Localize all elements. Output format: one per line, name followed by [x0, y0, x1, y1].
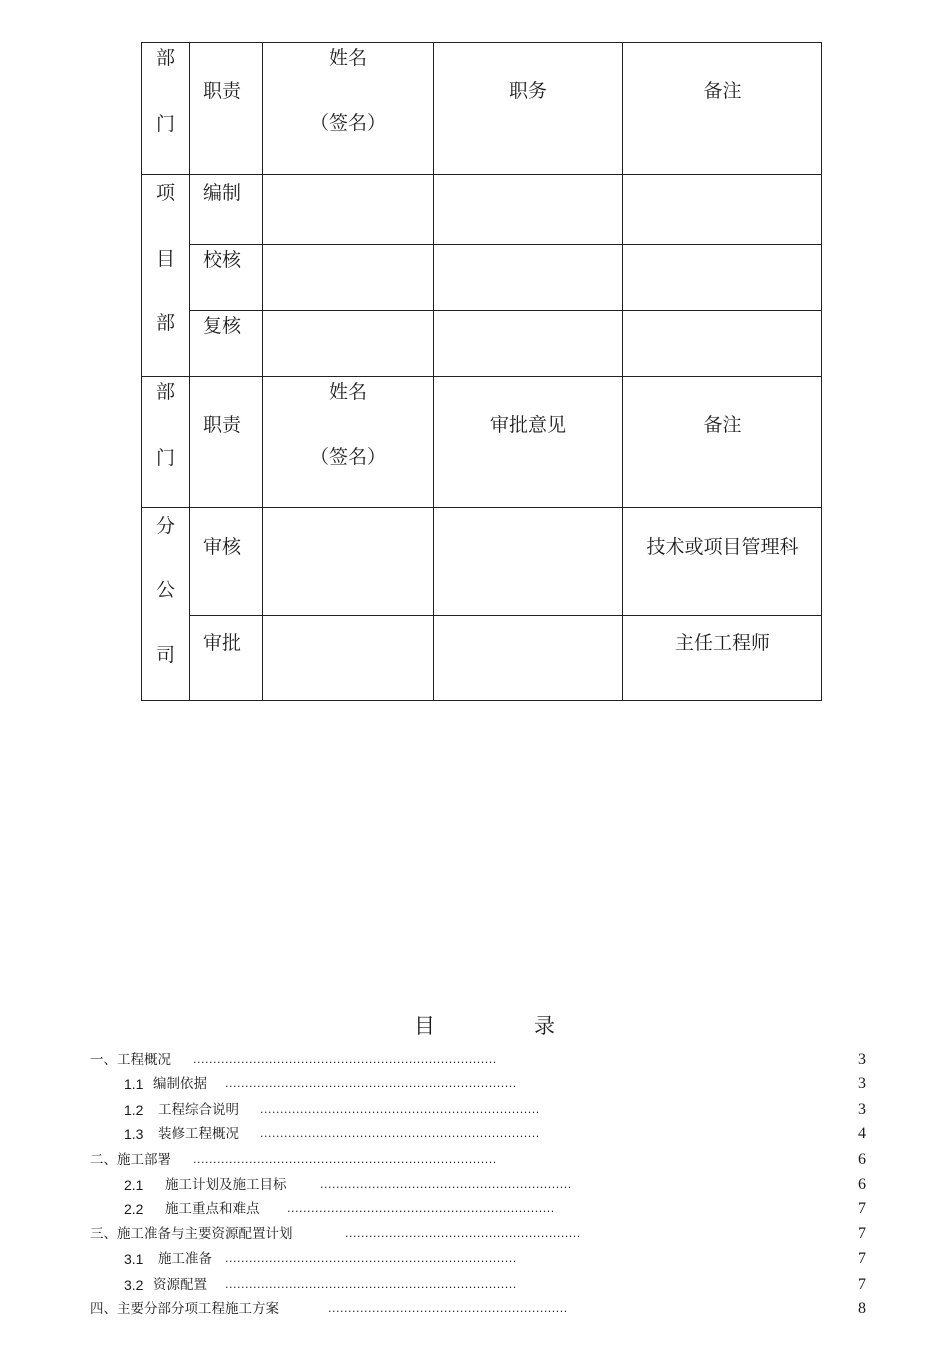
toc-entry-title: 施工计划及施工目标	[165, 1177, 287, 1193]
toc-entry-title: 资源配置	[153, 1277, 207, 1293]
toc-entry-number: 2.1	[124, 1177, 144, 1193]
toc-entry-title: 施工重点和难点	[165, 1201, 260, 1217]
toc-title	[0, 1010, 950, 1040]
dept-char: 门	[155, 113, 175, 135]
duty-review: 审核	[203, 536, 242, 558]
toc-entry-title: 四、主要分部分项工程施工方案	[90, 1301, 279, 1317]
toc-title-right: 录	[534, 1014, 555, 1038]
approval-table	[141, 42, 822, 701]
toc-page-number: 3	[858, 1051, 866, 1068]
position-field[interactable]	[434, 311, 623, 377]
dept-char: 门	[155, 447, 175, 469]
toc-entry[interactable]	[0, 1299, 950, 1319]
duty-cell	[190, 311, 263, 377]
duty-recheck: 复核	[203, 315, 242, 337]
toc-entry-number: 3.1	[124, 1251, 144, 1267]
branch-char: 分	[155, 515, 175, 537]
duty-cell	[190, 175, 263, 245]
remark-header-cell	[623, 377, 822, 508]
toc-entry[interactable]	[0, 1124, 950, 1144]
remark-chief-engineer: 主任工程师	[674, 632, 770, 654]
dept-header-cell	[142, 377, 190, 508]
branch-char: 公	[155, 579, 175, 601]
duty-cell	[190, 245, 263, 311]
remark-field[interactable]	[623, 311, 822, 377]
toc-entry[interactable]	[0, 1249, 950, 1269]
dept-char: 部	[155, 381, 175, 403]
toc-leader: ...................................................................	[287, 1202, 555, 1215]
toc-entry-number: 1.3	[124, 1126, 144, 1142]
project-dept-cell	[142, 175, 190, 377]
branch-char: 司	[155, 644, 175, 666]
duty-header: 职责	[203, 414, 242, 436]
toc-entry[interactable]	[0, 1150, 950, 1170]
duty-compile: 编制	[203, 182, 242, 204]
toc-entry-title: 二、施工部署	[90, 1152, 171, 1168]
toc-page-number: 6	[858, 1176, 866, 1193]
toc-page-number: 3	[858, 1075, 866, 1092]
toc-entry-number: 1.2	[124, 1102, 144, 1118]
toc-entry-title: 编制依据	[153, 1076, 207, 1092]
dept-header-cell	[142, 43, 190, 175]
toc-entry[interactable]	[0, 1199, 950, 1219]
name-field[interactable]	[263, 508, 434, 616]
toc-page-number: 3	[858, 1101, 866, 1118]
toc-leader: ...............................................................	[320, 1178, 572, 1191]
opinion-field[interactable]	[434, 616, 623, 701]
toc-leader: ............................................................................	[193, 1053, 497, 1066]
duty-header-cell	[190, 43, 263, 175]
toc-entry[interactable]	[0, 1175, 950, 1195]
toc-page-number: 7	[858, 1250, 866, 1267]
toc-entry[interactable]	[0, 1224, 950, 1244]
position-header-cell	[434, 43, 623, 175]
dept-char: 部	[155, 47, 175, 69]
remark-header: 备注	[703, 414, 742, 436]
toc-entry-number: 2.2	[124, 1201, 144, 1217]
duty-header: 职责	[203, 80, 242, 102]
toc-leader: ......................................................................	[260, 1103, 540, 1116]
toc-entry-title: 施工准备	[158, 1251, 212, 1267]
position-field[interactable]	[434, 175, 623, 245]
remark-tech-dept: 技术或项目管理科	[646, 536, 799, 558]
toc-page-number: 7	[858, 1276, 866, 1293]
project-dept-char: 部	[155, 312, 175, 334]
project-dept-char: 目	[155, 248, 175, 270]
duty-cell	[190, 508, 263, 616]
name-field[interactable]	[263, 311, 434, 377]
toc-entry-number: 1.1	[124, 1076, 144, 1092]
toc-page-number: 4	[858, 1125, 866, 1142]
signature-header: （签名）	[309, 112, 386, 134]
branch-cell	[142, 508, 190, 701]
toc-leader: .........................................................................	[225, 1278, 517, 1291]
toc-leader: ............................................................................	[193, 1153, 497, 1166]
remark-cell	[623, 616, 822, 701]
toc-page-number: 6	[858, 1151, 866, 1168]
name-header: 姓名	[328, 381, 367, 403]
duty-check: 校核	[203, 249, 242, 271]
toc-entry-title: 一、工程概况	[90, 1052, 171, 1068]
duty-cell	[190, 616, 263, 701]
remark-cell	[623, 508, 822, 616]
toc-entry[interactable]	[0, 1074, 950, 1094]
toc-entry-title: 装修工程概况	[158, 1126, 239, 1142]
toc-entry-title: 三、施工准备与主要资源配置计划	[90, 1226, 293, 1242]
position-header: 职务	[508, 80, 547, 102]
position-field[interactable]	[434, 245, 623, 311]
opinion-field[interactable]	[434, 508, 623, 616]
duty-approve: 审批	[203, 632, 242, 654]
name-header-cell	[263, 377, 434, 508]
name-header-cell	[263, 43, 434, 175]
toc-entry-number: 3.2	[124, 1277, 144, 1293]
signature-header: （签名）	[309, 446, 386, 468]
toc-leader: .........................................................................	[225, 1077, 517, 1090]
duty-header-cell	[190, 377, 263, 508]
remark-field[interactable]	[623, 245, 822, 311]
name-field[interactable]	[263, 245, 434, 311]
toc-entry-title: 工程综合说明	[158, 1102, 239, 1118]
toc-title-left: 目	[414, 1014, 435, 1038]
remark-field[interactable]	[623, 175, 822, 245]
toc-entry[interactable]	[0, 1275, 950, 1295]
toc-leader: ...........................................................	[345, 1227, 581, 1240]
toc-entry[interactable]	[0, 1100, 950, 1120]
remark-header-cell	[623, 43, 822, 175]
toc-page-number: 8	[858, 1300, 866, 1317]
name-field[interactable]	[263, 175, 434, 245]
name-header: 姓名	[328, 47, 367, 69]
toc-page-number: 7	[858, 1225, 866, 1242]
remark-header: 备注	[703, 80, 742, 102]
toc-leader: ......................................................................	[260, 1127, 540, 1140]
opinion-header-cell	[434, 377, 623, 508]
toc-page-number: 7	[858, 1200, 866, 1217]
toc-leader: .........................................................................	[225, 1252, 517, 1265]
toc-leader: ............................................................	[328, 1302, 568, 1315]
opinion-header: 审批意见	[489, 414, 566, 436]
name-field[interactable]	[263, 616, 434, 701]
toc-entry[interactable]	[0, 1050, 950, 1070]
project-dept-char: 项	[155, 182, 175, 204]
